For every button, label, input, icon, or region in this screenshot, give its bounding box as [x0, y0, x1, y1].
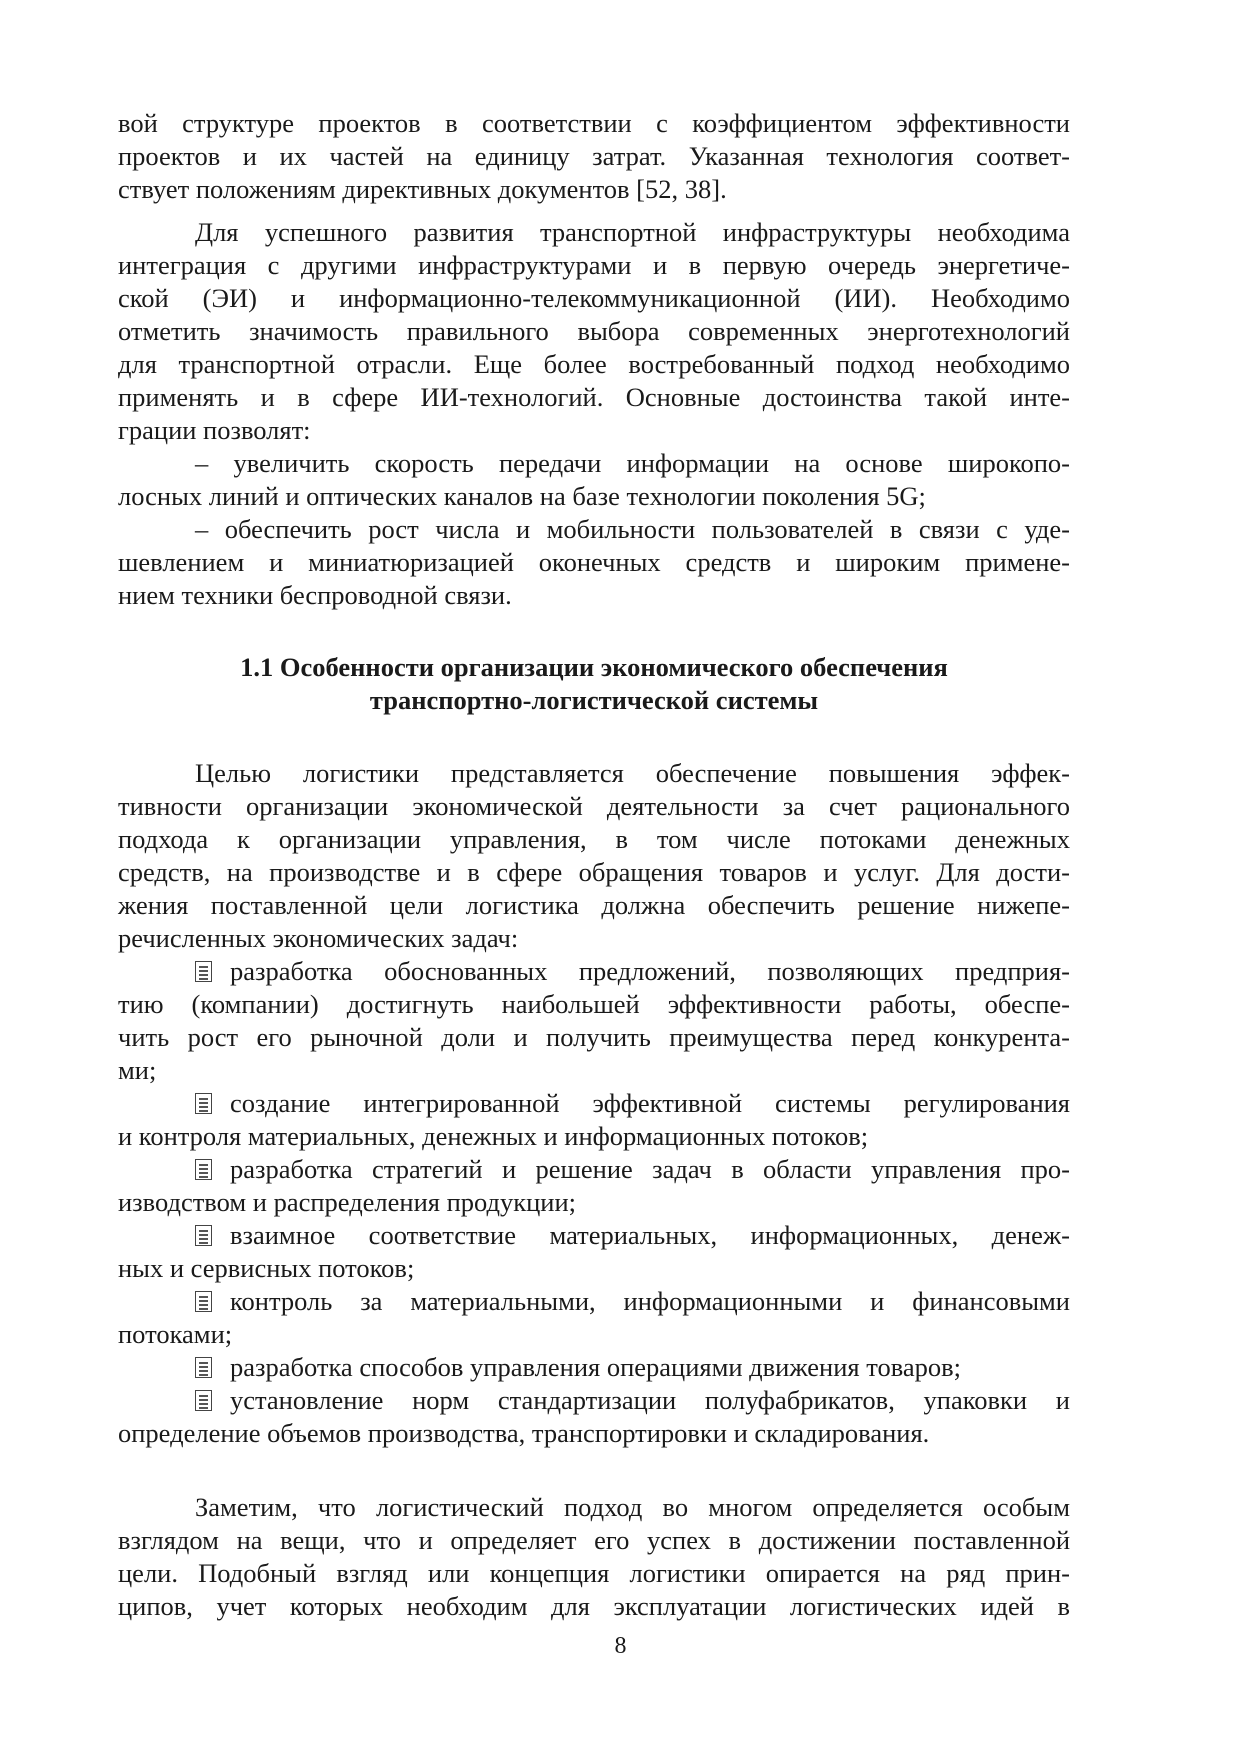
text-line: проектов и их частей на единицу затрат. Указанная технология соответ- — [118, 141, 1070, 171]
heading-line: транспортно-логистической системы — [369, 685, 819, 715]
text-line: вой структуре проектов в соответствии с коэффициентом эффективности — [118, 108, 1070, 138]
section-heading — [118, 651, 1070, 717]
list-item — [118, 1087, 1070, 1153]
text-line: интеграция с другими инфраструктурами и в первую очередь энергетиче- — [118, 250, 1070, 280]
text-line: Для успешного развития транспортной инфраструктуры необходима — [195, 217, 1070, 247]
text-line: и контроля материальных, денежных и информационных потоков; — [118, 1121, 869, 1151]
text-line: взаимное соответствие материальных, информационных, денеж- — [230, 1220, 1070, 1250]
list-item-first-line — [118, 1384, 1070, 1417]
list-item-first-line — [118, 1285, 1070, 1318]
text-line: для транспортной отрасли. Еще более востребованный подход необходимо — [118, 349, 1070, 379]
text-line: чить рост его рыночной доли и получить преимущества перед конкурента- — [118, 1022, 1070, 1052]
list-item-first-line — [118, 1219, 1070, 1252]
text-line: ской (ЭИ) и информационно-телекоммуникационной (ИИ). Необходимо — [118, 283, 1070, 313]
list-item — [118, 1351, 1070, 1384]
text-line: ципов, учет которых необходим для эксплуатации логистических идей в — [118, 1591, 1070, 1621]
text-line: разработка способов управления операциями движения товаров; — [230, 1352, 962, 1382]
text-line: тию (компании) достигнуть наибольшей эффективности работы, обеспе- — [118, 989, 1070, 1019]
list-item — [118, 1153, 1070, 1219]
text-line: установление норм стандартизации полуфабрикатов, упаковки и — [230, 1385, 1070, 1415]
integration-paragraph — [118, 216, 1070, 612]
tasks-list — [118, 955, 1070, 1450]
goal-paragraph — [118, 757, 1070, 955]
list-item — [118, 1384, 1070, 1450]
list-item-first-line — [118, 1087, 1070, 1120]
text-line: ных и сервисных потоков; — [118, 1253, 415, 1283]
text-line: разработка обоснованных предложений, позволяющих предприя- — [230, 956, 1070, 986]
document-icon — [195, 1357, 212, 1378]
document-icon — [195, 1093, 212, 1114]
text-line: взглядом на вещи, что и определяет его успех в достижении поставленной — [118, 1525, 1070, 1555]
document-icon — [195, 961, 212, 982]
text-line: создание интегрированной эффективной системы регулирования — [230, 1088, 1070, 1118]
text-line: средств, на производстве и в сфере обращения товаров и услуг. Для дости- — [118, 857, 1070, 887]
text-line: Целью логистики представляется обеспечение повышения эффек- — [195, 758, 1070, 788]
list-item-first-line — [118, 955, 1070, 988]
text-line: лосных линий и оптических каналов на базе технологии поколения 5G; — [118, 481, 926, 511]
heading-line: 1.1 Особенности организации экономического обеспечения — [240, 652, 948, 682]
document-icon — [195, 1390, 212, 1411]
text-line: нием техники беспроводной связи. — [118, 580, 512, 610]
text-line: изводством и распределения продукции; — [118, 1187, 577, 1217]
text-line: – увеличить скорость передачи информации на основе широкопо- — [195, 448, 1070, 478]
closing-paragraph — [118, 1491, 1070, 1623]
text-line: цели. Подобный взгляд или концепция логистики опирается на ряд прин- — [118, 1558, 1070, 1588]
list-item-first-line — [118, 1153, 1070, 1186]
list-item — [118, 1219, 1070, 1285]
page-number: 8 — [614, 1633, 627, 1659]
text-line: шевлением и миниатюризацией оконечных средств и широким примене- — [118, 547, 1070, 577]
text-line: Заметим, что логистический подход во многом определяется особым — [195, 1492, 1070, 1522]
text-line: ствует положениям директивных документов [52, 38]. — [118, 174, 727, 204]
text-line: отметить значимость правильного выбора современных энерготехнологий — [118, 316, 1070, 346]
text-line: определение объемов производства, транспортировки и складирования. — [118, 1418, 930, 1448]
text-line: жения поставленной цели логистика должна обеспечить решение нижепе- — [118, 890, 1070, 920]
list-item — [118, 1285, 1070, 1351]
text-line: речисленных экономических задач: — [118, 923, 519, 953]
text-line: – обеспечить рост числа и мобильности пользователей в связи с уде- — [195, 514, 1070, 544]
document-icon — [195, 1225, 212, 1246]
text-line: тивности организации экономической деятельности за счет рационального — [118, 791, 1070, 821]
list-item — [118, 955, 1070, 1087]
text-line: контроль за материальными, информационными и финансовыми — [230, 1286, 1070, 1316]
text-line: грации позволят: — [118, 415, 311, 445]
document-icon — [195, 1159, 212, 1180]
document-icon — [195, 1291, 212, 1312]
text-line: потоками; — [118, 1319, 233, 1349]
text-line: применять и в сфере ИИ-технологий. Основные достоинства такой инте- — [118, 382, 1070, 412]
text-line: ми; — [118, 1055, 157, 1085]
intro-paragraph — [118, 107, 1070, 206]
list-item-first-line — [118, 1351, 1070, 1384]
text-line: разработка стратегий и решение задач в области управления про- — [230, 1154, 1070, 1184]
text-line: подхода к организации управления, в том числе потоками денежных — [118, 824, 1070, 854]
